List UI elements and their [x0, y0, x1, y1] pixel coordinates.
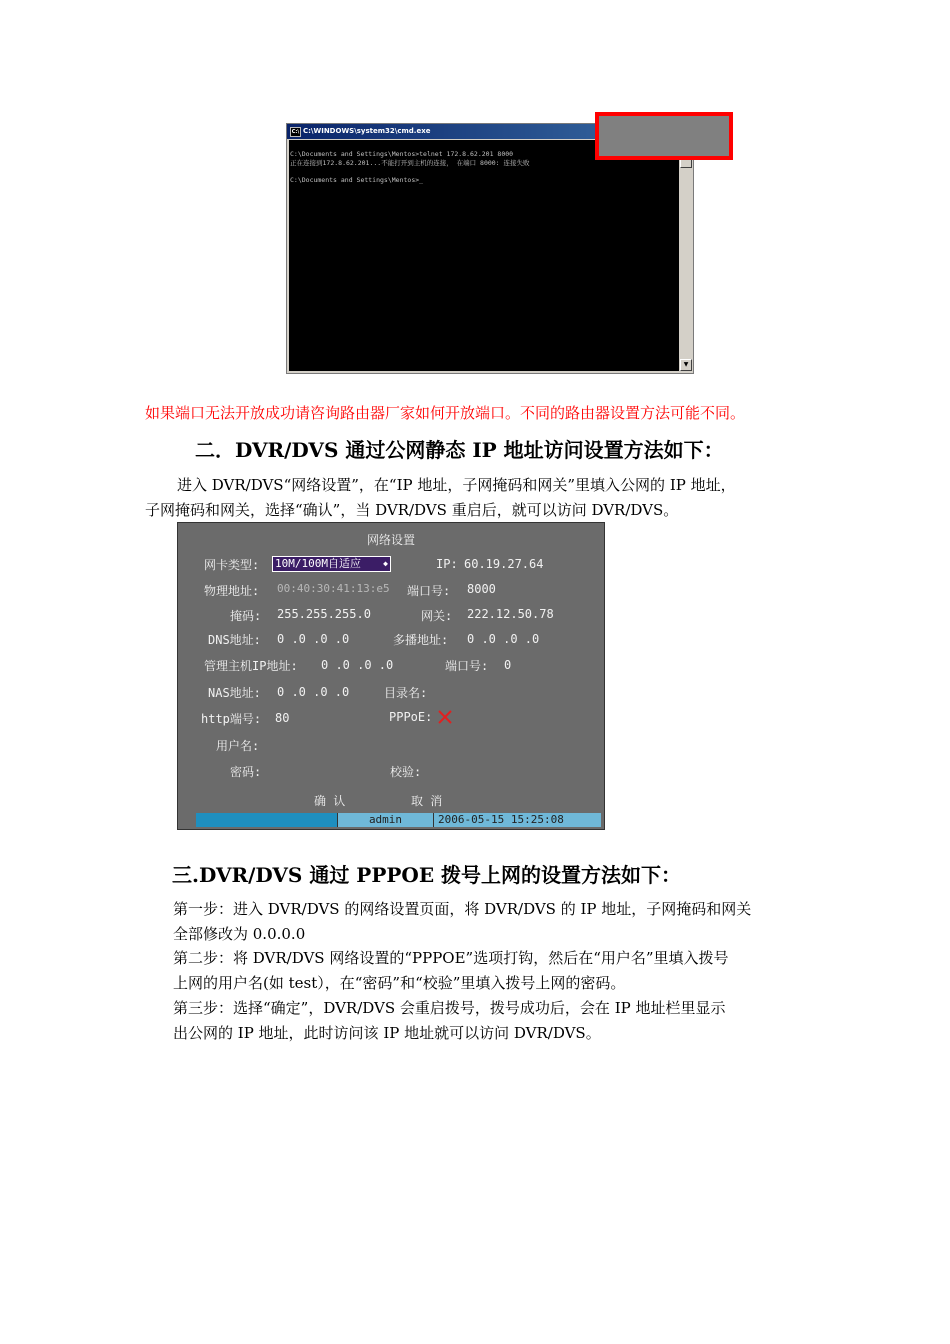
host-ip-label: 管理主机IP地址: [204, 659, 298, 673]
section-3-line: 上网的用户名(如 test），在“密码”和“校验”里填入拨号上网的密码。 [173, 974, 626, 992]
host-port-label: 端口号: [445, 659, 489, 673]
section-2-paragraph-line: 进入 DVR/DVS“网络设置”，在“IP 地址，子网掩码和网关”里填入公网的 IP 地址， [177, 476, 736, 494]
password-label: 密码: [230, 765, 262, 779]
console-line: C:\Documents and Settings\Mentos>_ [290, 175, 424, 184]
http-port-field[interactable]: 80 [275, 711, 290, 725]
gateway-field[interactable]: 222.12.50.78 [467, 607, 554, 621]
red-highlight-box [595, 112, 733, 160]
dns-label: DNS地址: [208, 633, 261, 647]
section-2-heading: 二．DVR/DVS 通过公网静态 IP 地址访问设置方法如下： [195, 438, 724, 462]
port-label: 端口号: [407, 584, 451, 598]
section-3-line: 出公网的 IP 地址，此时访问该 IP 地址就可以访问 DVR/DVS。 [173, 1024, 601, 1042]
select-arrows-icon: ◆ [383, 559, 388, 568]
cmd-window-title: C:\WINDOWS\system32\cmd.exe [303, 127, 431, 135]
confirm-button[interactable]: 确 认 [314, 794, 346, 808]
port-field[interactable]: 8000 [467, 582, 496, 596]
nic-type-select[interactable] [272, 556, 391, 572]
dvr-network-settings-panel [177, 522, 605, 830]
section-3-line: 全部修改为 0.0.0.0 [173, 925, 306, 943]
cancel-button[interactable]: 取 消 [411, 794, 443, 808]
cmd-scrollbar[interactable] [680, 140, 691, 371]
nic-type-value: 10M/100M自适应 [275, 557, 361, 570]
section-3-line: 第一步：进入 DVR/DVS 的网络设置页面，将 DVR/DVS 的 IP 地址，子网掩码和网关 [173, 900, 752, 918]
pppoe-checkbox-x-icon[interactable] [437, 709, 453, 725]
ip-label: IP: [436, 557, 458, 571]
section-3-heading: 三.DVR/DVS 通过 PPPOE 拨号上网的设置方法如下： [172, 863, 682, 887]
multicast-field[interactable]: 0 .0 .0 .0 [467, 632, 540, 646]
ip-field[interactable]: 60.19.27.64 [464, 557, 544, 571]
warning-text: 如果端口无法开放成功请咨询路由器厂家如何开放端口。不同的路由器设置方法可能不同。 [145, 404, 746, 422]
nas-field[interactable]: 0 .0 .0 .0 [277, 685, 350, 699]
nas-label: NAS地址: [208, 686, 261, 700]
mask-label: 掩码: [230, 609, 262, 623]
console-line: C:\Documents and Settings\Mentos>telnet 172.8.62.201 8000 [290, 150, 514, 158]
status-datetime: 2006-05-15 15:25:08 [433, 813, 601, 827]
status-user: admin [337, 813, 433, 827]
gateway-label: 网关: [421, 609, 453, 623]
section-2-paragraph-line: 子网掩码和网关，选择“确认”，当 DVR/DVS 重启后，就可以访问 DVR/DVS。 [145, 501, 679, 519]
console-line: 正在连接到172.8.62.201...不能打开到主机的连接， 在端口 8000: 连接失败 [290, 158, 530, 167]
cmd-app-icon: C:\ [291, 129, 300, 135]
mask-field[interactable]: 255.255.255.0 [277, 607, 371, 621]
scroll-down-icon[interactable]: ▼ [680, 359, 692, 371]
dvr-panel-title: 网络设置 [366, 533, 415, 547]
dns-field[interactable]: 0 .0 .0 .0 [277, 632, 350, 646]
nic-type-label: 网卡类型: [204, 558, 260, 572]
host-ip-field[interactable]: 0 .0 .0 .0 [321, 658, 394, 672]
section-3-line: 第二步：将 DVR/DVS 网络设置的“PPPOE”选项打钩，然后在“用户名”里填入拨号 [173, 949, 729, 967]
section-3-line: 第三步：选择“确定”，DVR/DVS 会重启拨号，拨号成功后，会在 IP 地址栏里显示 [173, 999, 726, 1017]
cmd-console[interactable] [289, 140, 679, 371]
dvr-status-bar [196, 813, 601, 827]
mac-field: 00:40:30:41:13:e5 [277, 582, 390, 595]
mac-label: 物理地址: [204, 584, 260, 598]
verify-label: 校验: [390, 765, 422, 779]
username-label: 用户名: [216, 739, 260, 753]
host-port-field[interactable]: 0 [504, 658, 512, 672]
cmd-window [286, 123, 694, 374]
pppoe-label: PPPoE: [389, 710, 433, 724]
multicast-label: 多播地址: [393, 633, 449, 647]
console-line [290, 167, 679, 176]
directory-label: 目录名: [384, 686, 428, 700]
http-port-label: http端号: [201, 712, 262, 726]
